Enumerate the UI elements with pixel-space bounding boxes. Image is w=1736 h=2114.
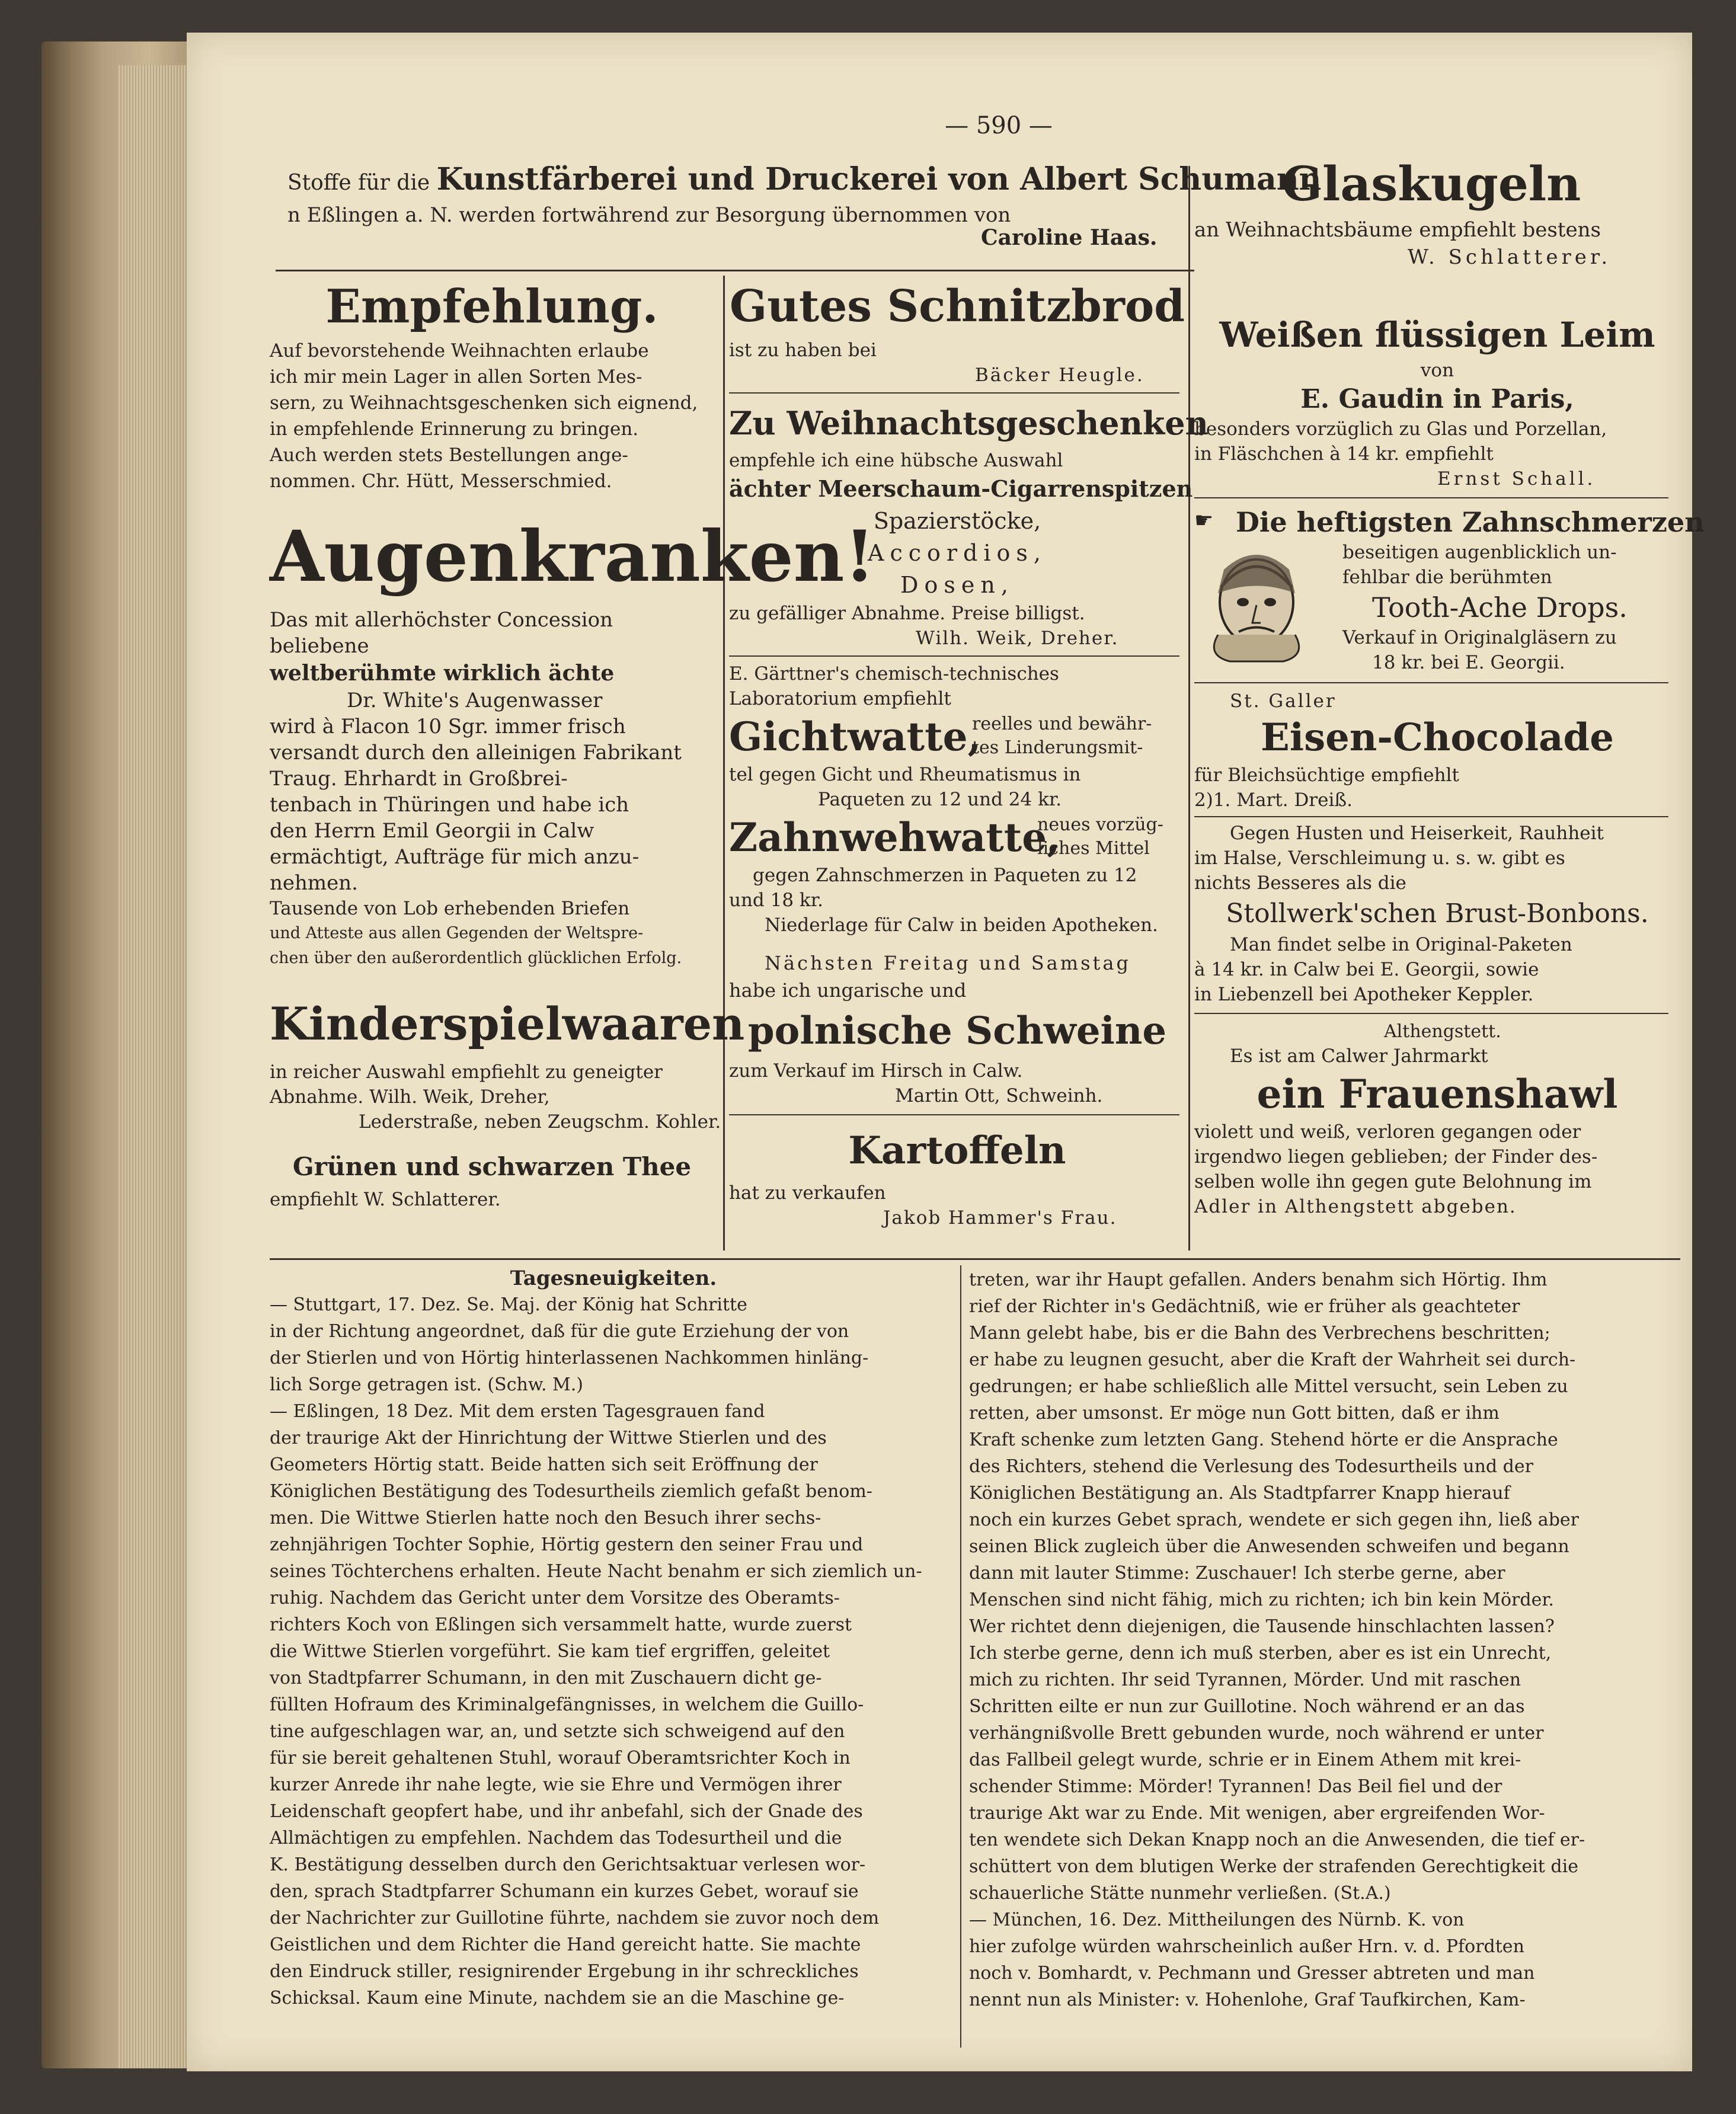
column-rule-news bbox=[960, 1265, 961, 2048]
news-line: K. Bestätigung desselben durch den Gerichtsaktuar verlesen wor- bbox=[270, 1854, 866, 1875]
augen-line-14: chen über den außerordentlich glücklichen Erfolg. bbox=[270, 949, 682, 967]
chocolade-line2: 2)1. Mart. Dreiß. bbox=[1194, 789, 1353, 811]
zahn-line: gegen Zahnschmerzen in Paqueten zu 12 bbox=[753, 865, 1137, 886]
zahnschmerzen-line-2: fehlbar die berühmten bbox=[1342, 567, 1552, 588]
zahnwehwatte-title: Zahnwehwatte, bbox=[729, 814, 1061, 861]
weihnacht-item-1: Spazierstöcke, bbox=[873, 508, 1041, 534]
schweine-line1: Nächsten Freitag und Samstag bbox=[765, 952, 1131, 974]
schweine-line3: zum Verkauf im Hirsch in Calw. bbox=[729, 1060, 1023, 1082]
zahn-line2: und 18 kr. bbox=[729, 890, 823, 911]
book-page-edges bbox=[119, 65, 190, 2068]
kartoffeln-title: Kartoffeln bbox=[848, 1128, 1066, 1173]
augen-line-1: Das mit allerhöchster Concession bbox=[270, 608, 613, 632]
bonbons-line-1: Man findet selbe in Original-Paketen bbox=[1230, 934, 1572, 955]
news-line: Königlichen Bestätigung des Todesurtheils ziemlich gefaßt benom- bbox=[270, 1481, 872, 1502]
zahnschmerzen-line-4: Verkauf in Originalgläsern zu bbox=[1342, 627, 1617, 648]
news-line: retten, aber umsonst. Er möge nun Gott bitten, daß er ihm bbox=[969, 1403, 1500, 1424]
augen-line-3: weltberühmte wirklich ächte bbox=[270, 661, 615, 686]
news-line: nennt nun als Minister: v. Hohenlohe, Graf Taufkirchen, Kam- bbox=[969, 1990, 1526, 2010]
separator-schnitzbrod bbox=[729, 392, 1179, 394]
news-line: mich zu richten. Ihr seid Tyrannen, Mörder. Und mit raschen bbox=[969, 1670, 1521, 1690]
thee-title: Grünen und schwarzen Thee bbox=[292, 1152, 692, 1181]
news-line: — München, 16. Dez. Mittheilungen des Nürnb. K. von bbox=[969, 1910, 1465, 1930]
schumann-line2: n Eßlingen a. N. werden fortwährend zur Besorgung übernommen von bbox=[287, 203, 1011, 227]
news-line: Kraft schenke zum letzten Gang. Stehend hörte er die Ansprache bbox=[969, 1429, 1558, 1450]
man-with-toothache-icon bbox=[1206, 546, 1307, 664]
bonbons-title: Stollwerk'schen Brust-Bonbons. bbox=[1226, 898, 1649, 929]
empfehlung-title: Empfehlung. bbox=[325, 280, 658, 334]
news-line: ten wendete sich Dekan Knapp noch an die Anwesenden, die tief er- bbox=[969, 1830, 1585, 1850]
news-line: Königlichen Bestätigung an. Als Stadtpfarrer Knapp hierauf bbox=[969, 1483, 1510, 1504]
news-line: den, sprach Stadtpfarrer Schumann ein kurzes Gebet, worauf sie bbox=[270, 1881, 859, 1902]
zahnwehwatte-side-1: neues vorzüg- bbox=[1037, 814, 1163, 835]
gichtwatte-side-1: reelles und bewähr- bbox=[972, 714, 1152, 734]
separator-chocolade bbox=[1194, 816, 1668, 817]
chocolade-title: Eisen-Chocolade bbox=[1261, 715, 1614, 760]
news-line: — Stuttgart, 17. Dez. Se. Maj. der König hat Schritte bbox=[270, 1294, 747, 1315]
weihnacht-item-2: Accordios, bbox=[868, 540, 1047, 566]
news-line: von Stadtpfarrer Schumann, in den mit Zuschauern dicht ge- bbox=[270, 1668, 822, 1688]
news-line: Mann gelebt habe, bis er die Bahn des Verbrechens beschritten; bbox=[969, 1323, 1550, 1344]
column-3 bbox=[1194, 311, 1705, 1219]
schumann-title: Kunstfärberei und Druckerei von Albert Schumann bbox=[436, 161, 1322, 197]
news-line: noch ein kurzes Gebet sprach, wendete er sich gegen ihn, ließ aber bbox=[969, 1509, 1579, 1530]
chocolade-lines-1: Gegen Husten und Heiserkeit, Rauhheit bbox=[1230, 823, 1604, 844]
news-line: rief der Richter in's Gedächtniß, wie er früher als geachteter bbox=[969, 1296, 1520, 1317]
augenkranken-title: Augenkranken! bbox=[270, 515, 875, 597]
news-line: men. Die Wittwe Stierlen hatte noch den Besuch ihrer sechs- bbox=[270, 1508, 821, 1528]
gichtwatte-title: Gichtwatte, bbox=[729, 714, 982, 760]
schnitzbrod-title: Gutes Schnitzbrod bbox=[730, 281, 1185, 332]
augen-line-13: und Atteste aus allen Gegenden der Weltspre- bbox=[270, 924, 644, 942]
augen-line-9: den Herrn Emil Georgii in Calw bbox=[270, 819, 594, 843]
news-line: er habe zu leugnen gesucht, aber die Kraft der Wahrheit sei durch- bbox=[969, 1349, 1576, 1370]
zahnschmerzen-title: Die heftigsten Zahnschmerzen bbox=[1236, 506, 1705, 538]
leim-von: von bbox=[1420, 360, 1454, 381]
news-line: gedrungen; er habe schließlich alle Mittel versucht, sein Leben zu bbox=[969, 1376, 1568, 1397]
zahnwehwatte-row bbox=[729, 812, 1185, 863]
news-line: kurzer Anrede ihr nahe legte, wie sie Ehre und Vermögen ihrer bbox=[270, 1774, 842, 1795]
weihnacht-signature: Wilh. Weik, Dreher. bbox=[916, 628, 1119, 649]
news-line: schender Stimme: Mörder! Tyrannen! Das Beil fiel und der bbox=[969, 1776, 1502, 1797]
news-line: tine aufgeschlagen war, an, und setzte sich schweigend auf den bbox=[270, 1721, 845, 1742]
news-line: schüttert von dem blutigen Werke der strafenden Gerechtigkeit die bbox=[969, 1856, 1578, 1877]
news-line: der Nachrichter zur Guillotine führte, nachdem sie zuvor noch dem bbox=[270, 1908, 880, 1928]
schnitzbrod-signature: Bäcker Heugle. bbox=[975, 364, 1144, 386]
news-line: den Eindruck stiller, resignirender Ergebung in ihr schreckliches bbox=[270, 1961, 859, 1982]
kinderspielwaaren-title: Kinderspielwaaren bbox=[270, 997, 745, 1050]
thee-line-1: empfiehlt W. Schlatterer. bbox=[270, 1189, 501, 1210]
gaertner-line2: Laboratorium empfiehlt bbox=[729, 688, 951, 709]
news-line: treten, war ihr Haupt gefallen. Anders benahm sich Hörtig. Ihm bbox=[969, 1269, 1548, 1290]
news-line: Menschen sind nicht fähig, mich zu richten; ich bin kein Mörder. bbox=[969, 1590, 1554, 1610]
news-line: verhängnißvolle Brett gebunden wurde, noch während er unter bbox=[969, 1723, 1544, 1744]
empfehlung-line-5: Auch werden stets Bestellungen ange- bbox=[270, 444, 628, 466]
column-2 bbox=[729, 276, 1209, 1230]
zahnwehwatte-side-2: liches Mittel bbox=[1037, 838, 1150, 859]
empfehlung-line-6: nommen. Chr. Hütt, Messerschmied. bbox=[270, 471, 612, 492]
news-line: dann mit lauter Stimme: Zuschauer! Ich sterbe gerne, aber bbox=[969, 1563, 1505, 1584]
zahnschmerzen-line-3: Tooth-Ache Drops. bbox=[1372, 591, 1628, 623]
leim-title: Weißen flüssigen Leim bbox=[1219, 315, 1655, 355]
news-line: die Wittwe Stierlen vorgeführt. Sie kam tief ergriffen, geleitet bbox=[270, 1641, 830, 1662]
gichtwatte-row bbox=[729, 711, 1185, 762]
frauenshawl-line1: Es ist am Calwer Jahrmarkt bbox=[1230, 1045, 1488, 1067]
separator-news bbox=[270, 1258, 1680, 1260]
news-line: noch v. Bomhardt, v. Pechmann und Gresser abtreten und man bbox=[969, 1963, 1535, 1984]
augen-line-12: Tausende von Lob erhebenden Briefen bbox=[270, 898, 630, 919]
augen-line-10: ermächtigt, Aufträge für mich anzu- bbox=[270, 845, 640, 869]
news-line: für sie bereit gehaltenen Stuhl, worauf Oberamtsrichter Koch in bbox=[270, 1748, 851, 1768]
newspaper-page bbox=[187, 33, 1705, 2071]
chocolade-line1: für Bleichsüchtige empfiehlt bbox=[1194, 765, 1459, 786]
separator-top-left bbox=[276, 270, 1194, 271]
glaskugeln-title: Glaskugeln bbox=[1281, 156, 1581, 212]
schumann-prefix: Stoffe für die bbox=[287, 171, 430, 195]
augen-line-5: wird à Flacon 10 Sgr. immer frisch bbox=[270, 715, 626, 738]
gichtwatte-side-2: tes Linderungsmit- bbox=[972, 737, 1143, 758]
weihnacht-title: Zu Weihnachtsgeschenken bbox=[729, 404, 1209, 442]
zahnschmerzen-line-1: beseitigen augenblicklich un- bbox=[1342, 542, 1617, 563]
news-line: Ich sterbe gerne, denn ich muß sterben, aber es ist ein Unrecht, bbox=[969, 1643, 1552, 1664]
news-line: traurige Akt war zu Ende. Mit wenigen, aber ergreifenden Wor- bbox=[969, 1803, 1545, 1824]
weihnacht-line1: empfehle ich eine hübsche Auswahl bbox=[729, 450, 1063, 471]
schweine-title: polnische Schweine bbox=[747, 1009, 1167, 1053]
news-line: ruhig. Nachdem das Gericht unter dem Vorsitze des Oberamts- bbox=[270, 1588, 840, 1608]
glaskugeln-line1: an Weihnachtsbäume empfiehlt bestens bbox=[1194, 218, 1601, 242]
ad-glaskugeln bbox=[1194, 151, 1668, 271]
augen-line-6: versandt durch den alleinigen Fabrikant bbox=[270, 741, 682, 765]
news-line: richters Koch von Eßlingen sich versammelt hatte, wurde zuerst bbox=[270, 1614, 852, 1635]
page-number: — 590 — bbox=[945, 112, 1053, 139]
weihnacht-line3: zu gefälliger Abnahme. Preise billigst. bbox=[729, 603, 1085, 624]
gicht-line: tel gegen Gicht und Rheumatismus in bbox=[729, 764, 1081, 785]
news-line: seinen Blick zugleich über die Anwesenden schweifen und begann bbox=[969, 1536, 1569, 1557]
news-line: — Eßlingen, 18 Dez. Mit dem ersten Tagesgrauen fand bbox=[270, 1401, 765, 1422]
news-line: Schicksal. Kaum eine Minute, nachdem sie an die Maschine ge- bbox=[270, 1988, 845, 2009]
news-line: Geometers Hörtig statt. Beide hatten sich seit Eröffnung der bbox=[270, 1454, 818, 1475]
separator-leim bbox=[1194, 497, 1668, 498]
kartoffeln-line1: hat zu verkaufen bbox=[729, 1182, 886, 1204]
empfehlung-line-1: Auf bevorstehende Weihnachten erlaube bbox=[270, 340, 649, 362]
leim-line-1: besonders vorzüglich zu Glas und Porzellan, bbox=[1194, 418, 1607, 440]
news-line: seines Töchterchens erhalten. Heute Nacht benahm er sich ziemlich un- bbox=[270, 1561, 922, 1582]
kinder-line-1: in reicher Auswahl empfiehlt zu geneigter bbox=[270, 1061, 663, 1083]
schnitzbrod-line1: ist zu haben bei bbox=[729, 340, 877, 361]
frauenshawl-title: ein Frauenshawl bbox=[1257, 1071, 1618, 1117]
kinder-line-3: Lederstraße, neben Zeugschm. Kohler. bbox=[359, 1111, 721, 1133]
news-line: der Stierlen und von Hörtig hinterlassenen Nachkommen hinläng- bbox=[270, 1348, 869, 1368]
chocolade-prefix: St. Galler bbox=[1230, 690, 1337, 712]
news-line: das Fallbeil gelegt wurde, schrie er in Einem Athem mit krei- bbox=[969, 1750, 1521, 1770]
separator-schweine bbox=[729, 1114, 1179, 1115]
augen-line-8: tenbach in Thüringen und habe ich bbox=[270, 793, 629, 817]
zahnschmerzen-line-5: 18 kr. bei E. Georgii. bbox=[1372, 652, 1565, 673]
news-line: schauerliche Stätte nunmehr verließen. (St.A.) bbox=[969, 1883, 1391, 1904]
leim-signature: Ernst Schall. bbox=[1437, 468, 1596, 490]
chocolade-lines-3: nichts Besseres als die bbox=[1194, 872, 1406, 894]
zahnschmerzen-heading bbox=[1194, 504, 1705, 540]
frauenshawl-place: Althengstett. bbox=[1384, 1021, 1501, 1042]
news-left-column bbox=[270, 1291, 957, 2011]
separator-zahnschmerzen bbox=[1194, 682, 1668, 683]
frauenshawl-line-4: Adler in Althengstett abgeben. bbox=[1194, 1196, 1517, 1217]
augen-line-11: nehmen. bbox=[270, 871, 358, 895]
news-heading: Tagesneuigkeiten. bbox=[510, 1267, 717, 1290]
news-line: zehnjährigen Tochter Sophie, Hörtig gestern den seiner Frau und bbox=[270, 1534, 864, 1555]
frauenshawl-line-1: violett und weiß, verloren gegangen oder bbox=[1194, 1121, 1581, 1143]
leim-maker: E. Gaudin in Paris, bbox=[1300, 384, 1574, 414]
zahnschmerzen-body bbox=[1194, 540, 1680, 676]
kinder-line-2: Abnahme. Wilh. Weik, Dreher, bbox=[270, 1086, 550, 1108]
column-rule-left bbox=[723, 276, 725, 1251]
weihnacht-item-3: Dosen, bbox=[900, 572, 1014, 598]
separator-weihnacht bbox=[729, 655, 1179, 657]
augen-line-2: beliebene bbox=[270, 634, 369, 658]
news-line: Allmächtigen zu empfehlen. Nachdem das Todesurtheil und die bbox=[270, 1828, 842, 1848]
news-line: lich Sorge getragen ist. (Schw. M.) bbox=[270, 1374, 583, 1395]
schweine-signature: Martin Ott, Schweinh. bbox=[895, 1085, 1103, 1106]
news-line: der traurige Akt der Hinrichtung der Wittwe Stierlen und des bbox=[270, 1428, 827, 1448]
empfehlung-line-3: sern, zu Weihnachtsgeschenken sich eignend, bbox=[270, 392, 698, 414]
frauenshawl-line-3: selben wolle ihn gegen gute Belohnung im bbox=[1194, 1171, 1592, 1192]
news-line: Schritten eilte er nun zur Guillotine. Noch während er an das bbox=[969, 1696, 1525, 1717]
bonbons-line-3: in Liebenzell bei Apotheker Keppler. bbox=[1194, 984, 1534, 1005]
augen-line-7: Traug. Ehrhardt in Großbrei- bbox=[270, 767, 568, 791]
chocolade-lines-2: im Halse, Verschleimung u. s. w. gibt es bbox=[1194, 847, 1565, 869]
news-line: füllten Hofraum des Kriminalgefängnisses, in welchem die Guillo- bbox=[270, 1694, 864, 1715]
leim-line-2: in Fläschchen à 14 kr. empfiehlt bbox=[1194, 443, 1494, 465]
column-rule-right bbox=[1188, 166, 1190, 1251]
gaertner-line1: E. Gärttner's chemisch-technisches bbox=[729, 663, 1059, 685]
schweine-line2: habe ich ungarische und bbox=[729, 979, 967, 1002]
schumann-signature: Caroline Haas. bbox=[981, 225, 1158, 250]
bonbons-line-2: à 14 kr. in Calw bei E. Georgii, sowie bbox=[1194, 959, 1539, 980]
ad-schumann bbox=[287, 161, 1322, 250]
news-line: in der Richtung angeordnet, daß für die gute Erziehung der von bbox=[270, 1321, 849, 1342]
pointing-hand-icon: ☛ bbox=[1194, 508, 1214, 533]
glaskugeln-signature: W. Schlatterer. bbox=[1408, 245, 1612, 269]
empfehlung-line-2: ich mir mein Lager in allen Sorten Mes- bbox=[270, 366, 642, 388]
augen-line-4: Dr. White's Augenwasser bbox=[347, 689, 603, 712]
news-right-column bbox=[969, 1267, 1680, 2013]
news-line: Leidenschaft geopfert habe, und ihr anbefahl, sich der Gnade des bbox=[270, 1801, 863, 1822]
weihnacht-line2: ächter Meerschaum-Cigarrenspitzen bbox=[729, 475, 1193, 502]
separator-bonbons bbox=[1194, 1013, 1668, 1014]
news-line: Geistlichen und dem Richter die Hand gereicht hatte. Sie machte bbox=[270, 1934, 861, 1955]
kartoffeln-signature: Jakob Hammer's Frau. bbox=[883, 1207, 1117, 1229]
frauenshawl-line-2: irgendwo liegen geblieben; der Finder des- bbox=[1194, 1146, 1598, 1168]
empfehlung-line-4: in empfehlende Erinnerung zu bringen. bbox=[270, 418, 639, 440]
news-line: hier zufolge würden wahrscheinlich außer Hrn. v. d. Pfordten bbox=[969, 1936, 1524, 1957]
news-line: des Richters, stehend die Verlesung des Todesurtheils und der bbox=[969, 1456, 1533, 1477]
gicht-line2: Paqueten zu 12 und 24 kr. bbox=[818, 789, 1062, 810]
news-line: Wer richtet denn diejenigen, die Tausende hinschlachten lassen? bbox=[969, 1616, 1555, 1637]
zahn-line3: Niederlage für Calw in beiden Apotheken. bbox=[765, 914, 1158, 936]
